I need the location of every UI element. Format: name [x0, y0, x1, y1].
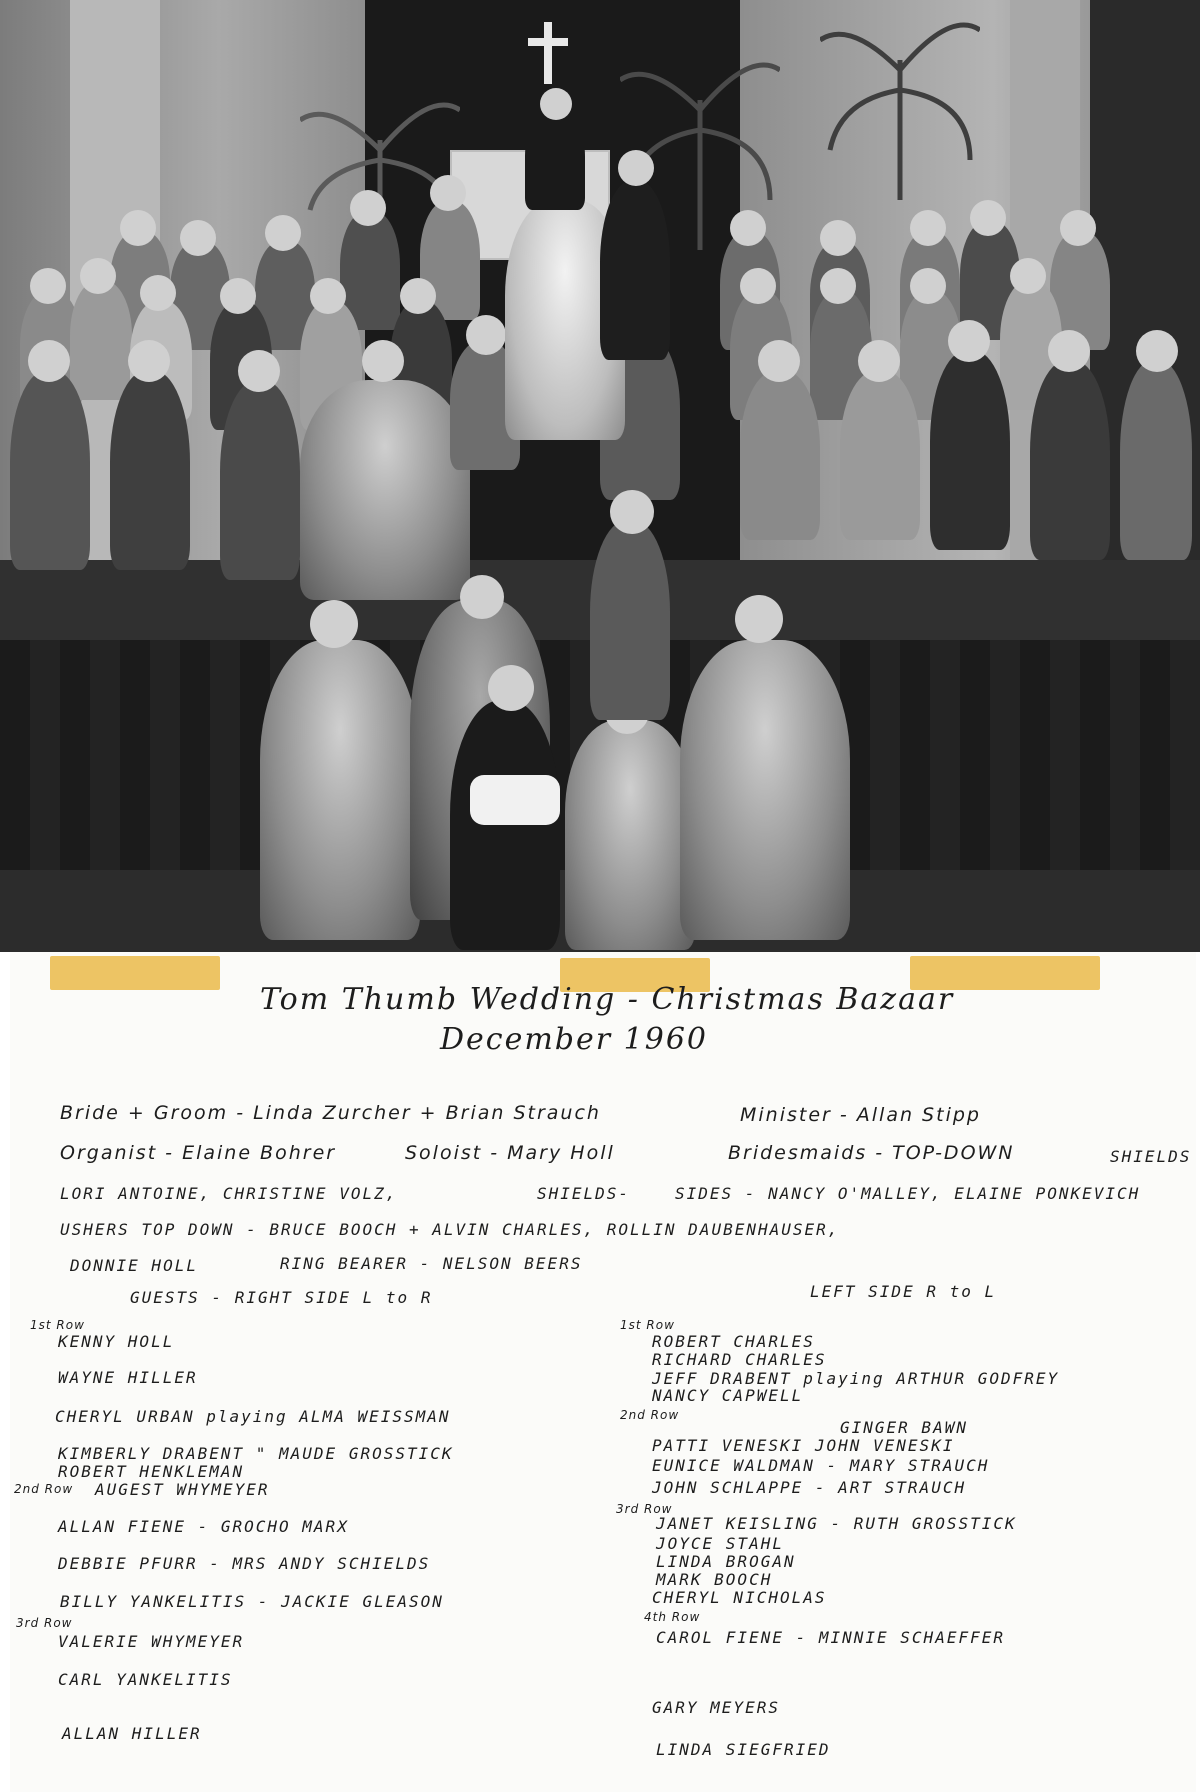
cast-ring-bearer: RING BEARER - NELSON BEERS — [280, 1254, 583, 1273]
guest-right-entry: KIMBERLY DRABENT " MAUDE GROSSTICK — [58, 1444, 454, 1463]
guest-left-entry: JOHN SCHLAPPE - ART STRAUCH — [652, 1478, 967, 1497]
guest-left-entry: NANCY CAPWELL — [652, 1386, 804, 1405]
cast-shields: SHIELDS — [1110, 1147, 1192, 1166]
guest-left-entry: GARY MEYERS — [652, 1698, 780, 1717]
guest-right-entry: ALLAN HILLER — [62, 1724, 202, 1743]
guest-left-entry: EUNICE WALDMAN - MARY STRAUCH — [652, 1456, 990, 1475]
guest-right-entry: VALERIE WHYMEYER — [58, 1632, 245, 1651]
row-label: 2nd Row — [620, 1408, 680, 1422]
guest-left-entry: CAROL FIENE - MINNIE SCHAEFFER — [656, 1628, 1005, 1647]
cast-bridesmaids-names: LORI ANTOINE, CHRISTINE VOLZ, — [60, 1184, 398, 1203]
row-label: 1st Row — [30, 1318, 85, 1332]
cross-icon — [544, 22, 552, 84]
guest-left-entry: LINDA BROGAN — [656, 1552, 796, 1571]
row-label: 2nd Row — [14, 1482, 74, 1496]
cross-icon-bar — [528, 38, 568, 46]
row-label: 3rd Row — [16, 1616, 73, 1630]
note-date: December 1960 — [440, 1022, 708, 1057]
guest-left-entry: ROBERT CHARLES — [652, 1332, 815, 1351]
row-label: 3rd Row — [616, 1502, 673, 1516]
cast-sides: SIDES - NANCY O'MALLEY, ELAINE PONKEVICH — [675, 1184, 1141, 1203]
guest-right-entry: CHERYL URBAN playing ALMA WEISSMAN — [55, 1407, 451, 1426]
guest-right-entry: WAYNE HILLER — [58, 1368, 198, 1387]
guest-left-entry: MARK BOOCH — [656, 1570, 773, 1589]
guest-right-entry: KENNY HOLL — [58, 1332, 175, 1351]
note-title: Tom Thumb Wedding - Christmas Bazaar — [260, 982, 955, 1017]
cast-minister: Minister - Allan Stipp — [740, 1104, 981, 1126]
guest-left-entry: JOYCE STAHL — [656, 1534, 784, 1553]
guest-left-entry: JANET KEISLING - RUTH GROSSTICK — [656, 1514, 1017, 1533]
guest-left-entry: JEFF DRABENT playing ARTHUR GODFREY — [652, 1369, 1060, 1388]
tape-strip — [50, 956, 220, 990]
row-label: 1st Row — [620, 1318, 675, 1332]
cast-soloist: Soloist - Mary Holl — [405, 1142, 615, 1164]
guest-left-entry: LINDA SIEGFRIED — [656, 1740, 831, 1759]
handwritten-note-card — [10, 952, 1196, 1792]
cast-donnie: DONNIE HOLL — [70, 1256, 198, 1275]
palm-plant-right — [820, 0, 980, 200]
guest-left-entry: RICHARD CHARLES — [652, 1350, 827, 1369]
guest-left-entry: PATTI VENESKI JOHN VENESKI — [652, 1436, 955, 1455]
guest-right-entry: BILLY YANKELITIS - JACKIE GLEASON — [60, 1592, 444, 1611]
guest-right-entry: DEBBIE PFURR - MRS ANDY SCHIELDS — [58, 1554, 431, 1573]
guests-left-header: LEFT SIDE R to L — [810, 1282, 997, 1301]
cast-ushers: USHERS TOP DOWN - BRUCE BOOCH + ALVIN CHARLES, ROLLIN DAUBENHAUSER, — [60, 1220, 840, 1239]
guest-right-entry: AUGEST WHYMEYER — [95, 1480, 270, 1499]
row-label: 4th Row — [644, 1610, 701, 1624]
cast-organist: Organist - Elaine Bohrer — [60, 1142, 337, 1164]
guest-left-entry: CHERYL NICHOLAS — [652, 1588, 827, 1607]
guest-right-entry: ROBERT HENKLEMAN — [58, 1462, 245, 1481]
ring-pillow — [470, 775, 560, 825]
cast-shields-2: SHIELDS- — [537, 1184, 631, 1203]
cast-bridesmaids: Bridesmaids - TOP-DOWN — [728, 1142, 1015, 1164]
guest-right-entry: CARL YANKELITIS — [58, 1670, 233, 1689]
guest-right-entry: ALLAN FIENE - GROCHO MARX — [58, 1517, 349, 1536]
cast-bride-groom: Bride + Groom - Linda Zurcher + Brian Strauch — [60, 1102, 601, 1124]
guests-right-header: GUESTS - RIGHT SIDE L to R — [130, 1288, 433, 1307]
guest-left-entry: GINGER BAWN — [840, 1418, 968, 1437]
